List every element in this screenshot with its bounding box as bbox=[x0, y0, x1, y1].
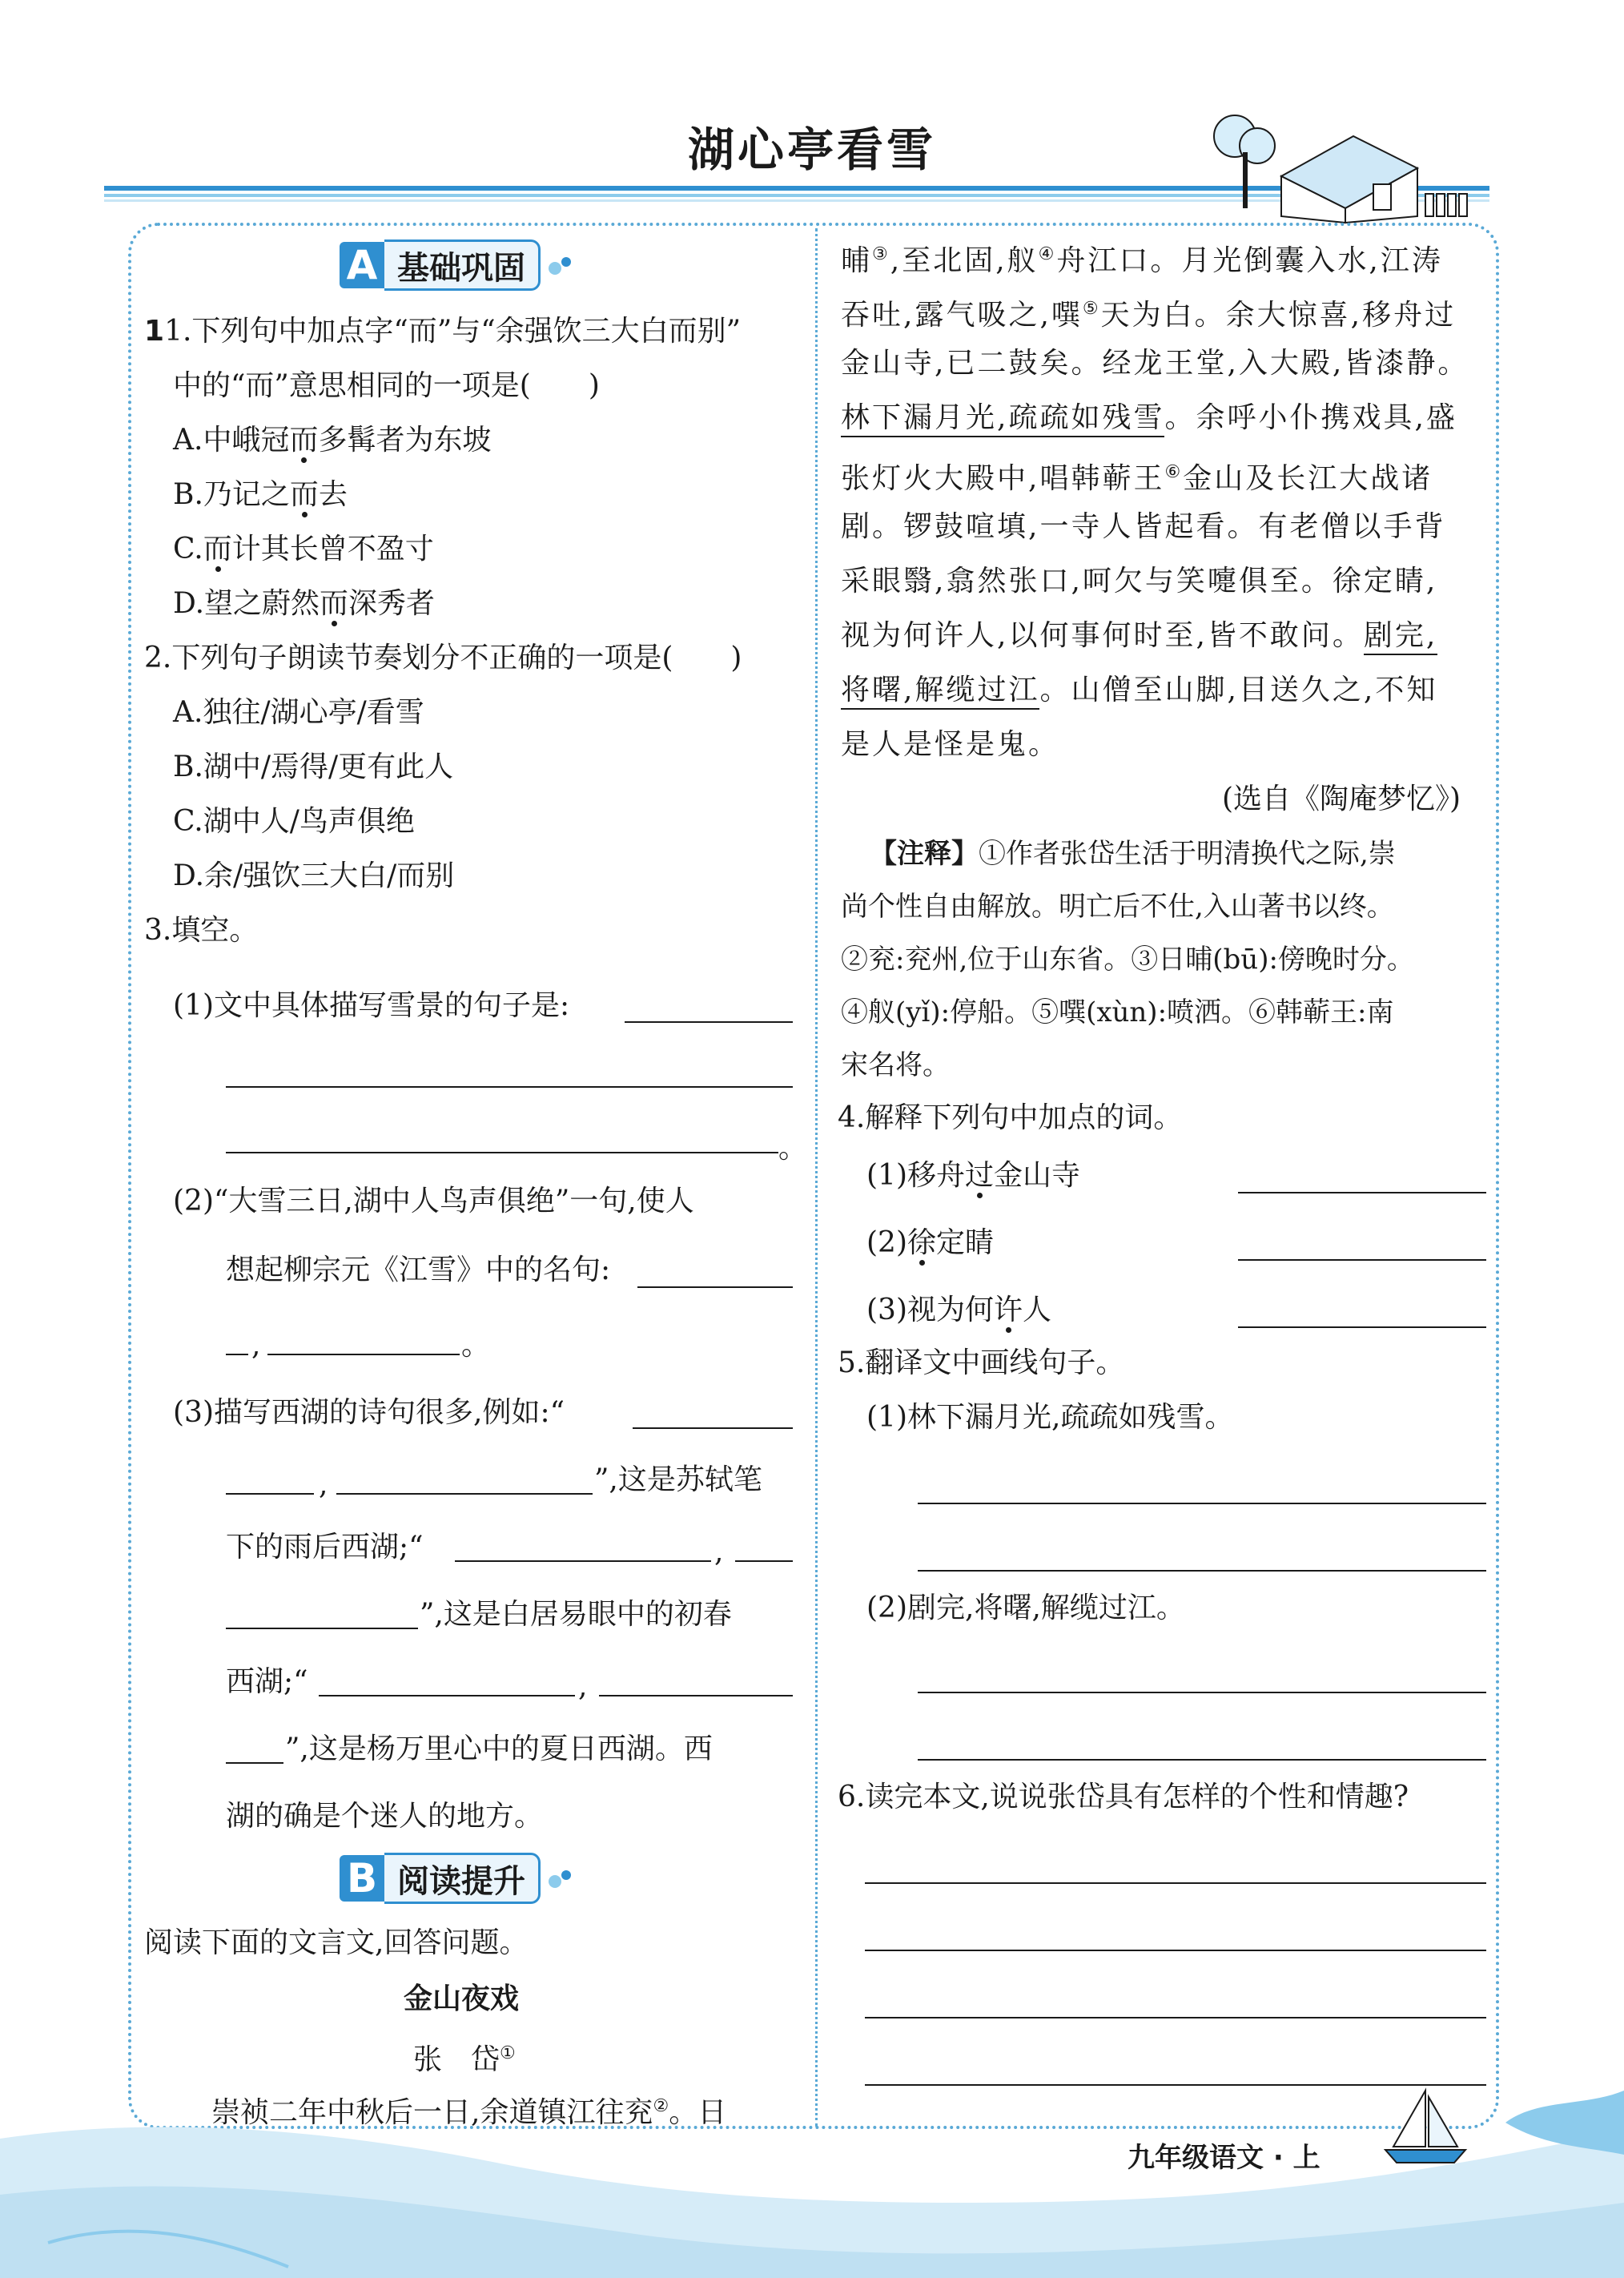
answer-line[interactable] bbox=[1238, 1326, 1486, 1328]
q3-part3-line5: 西湖;“ bbox=[226, 1665, 308, 1698]
answer-line[interactable] bbox=[1238, 1192, 1486, 1193]
q3-part3-line6: ”,这是杨万里心中的夏日西湖。西 bbox=[285, 1733, 713, 1765]
reading-intro: 阅读下面的文言文,回答问题。 bbox=[144, 1926, 529, 1959]
notes-line: 宋名将。 bbox=[841, 1049, 950, 1081]
passage-line: 剧。锣鼓喧填,一寺人皆起看。有老僧以手背 bbox=[841, 510, 1446, 543]
answer-line[interactable] bbox=[918, 1692, 1486, 1693]
q1-option-b: B.乃记之而去 bbox=[173, 478, 348, 511]
underlined-sentence-2b: 将曙,解缆过江 bbox=[841, 674, 1039, 710]
q2-option-c: C.湖中人/鸟声俱绝 bbox=[173, 805, 415, 838]
q5-item-1: (1)林下漏月光,疏疏如残雪。 bbox=[866, 1401, 1234, 1434]
passage-line: 将曙,解缆过江。山僧至山脚,目送久之,不知 bbox=[841, 663, 1437, 718]
sailboat-icon bbox=[1377, 2083, 1473, 2171]
answer-line[interactable] bbox=[1238, 1259, 1486, 1261]
underlined-sentence-1: 林下漏月光,疏疏如残雪 bbox=[841, 401, 1164, 437]
answer-line[interactable] bbox=[226, 1354, 248, 1355]
answer-line[interactable] bbox=[226, 1493, 314, 1495]
answer-line[interactable] bbox=[267, 1354, 460, 1355]
q2-stem: 2.下列句子朗读节奏划分不正确的一项是( ) bbox=[144, 642, 742, 674]
q4-stem: 4.解释下列句中加点的词。 bbox=[838, 1101, 1183, 1134]
q5-item-2: (2)剧完,将曙,解缆过江。 bbox=[866, 1592, 1185, 1624]
passage-title: 金山夜戏 bbox=[404, 1982, 520, 2015]
answer-line[interactable] bbox=[226, 1628, 418, 1629]
q3-part2-line1: (2)“大雪三日,湖中人鸟声俱绝”一句,使人 bbox=[173, 1185, 694, 1217]
q4-item-1: (1)移舟过金山寺 bbox=[866, 1159, 1081, 1192]
comma-mark: , bbox=[319, 1468, 328, 1501]
answer-line[interactable] bbox=[319, 1695, 575, 1696]
underlined-sentence-2a: 剧完, bbox=[1364, 619, 1437, 655]
section-a-badge: A bbox=[340, 242, 384, 288]
q3-part3-line1: (3)描写西湖的诗句很多,例如:“ bbox=[173, 1396, 565, 1429]
q3-part3-line7: 湖的确是个迷人的地方。 bbox=[226, 1800, 544, 1833]
page-footer: 九年级语文 · 上 bbox=[1128, 2142, 1321, 2174]
section-b-badge: B bbox=[340, 1855, 384, 1902]
passage-line: 视为何许人,以何事何时至,皆不敢问。剧完, bbox=[841, 609, 1437, 663]
answer-line[interactable] bbox=[226, 1762, 283, 1764]
q6-stem: 6.读完本文,说说张岱具有怎样的个性和情趣? bbox=[838, 1781, 1409, 1813]
q1-stem-line1: 11.下列句中加点字“而”与“余强饮三大白而别” bbox=[144, 315, 742, 348]
q3-part3-line2: ”,这是苏轼笔 bbox=[594, 1463, 762, 1496]
passage-line: 采眼翳,翕然张口,呵欠与笑嚏俱至。徐定睛, bbox=[841, 565, 1438, 598]
q3-part3-line4: ”,这是白居易眼中的初春 bbox=[420, 1598, 732, 1631]
q5-stem: 5.翻译文中画线句子。 bbox=[838, 1346, 1125, 1379]
section-a-header bbox=[340, 239, 577, 292]
passage-line: 金山寺,已二鼓矣。经龙王堂,入大殿,皆漆静。 bbox=[841, 347, 1469, 380]
q4-item-2: (2)徐定睛 bbox=[866, 1226, 995, 1259]
q1-option-c: C.而计其长曾不盈寸 bbox=[173, 533, 434, 565]
answer-line[interactable] bbox=[918, 1503, 1486, 1504]
notes-line: 【注释】①作者张岱生活于明清换代之际,崇 bbox=[870, 838, 1396, 870]
answer-line[interactable] bbox=[226, 1152, 778, 1153]
answer-line[interactable] bbox=[226, 1086, 793, 1088]
q3-part2-line2: 想起柳宗元《江雪》中的名句: bbox=[226, 1254, 611, 1286]
q1-option-a: A.中峨冠而多髯者为东坡 bbox=[173, 424, 492, 457]
period-mark: 。 bbox=[461, 1329, 491, 1362]
answer-line[interactable] bbox=[918, 1759, 1486, 1761]
section-b-header bbox=[340, 1852, 577, 1905]
section-a-label: 基础巩固 bbox=[384, 239, 541, 291]
notes-line: ④舣(yǐ):停船。⑤噀(xùn):喷洒。⑥韩蕲王:南 bbox=[841, 996, 1394, 1028]
passage-line: 崇祯二年中秋后一日,余道镇江往兖②。日 bbox=[211, 2096, 727, 2129]
passage-author: 张 岱① bbox=[413, 2043, 516, 2076]
answer-line[interactable] bbox=[633, 1427, 793, 1429]
answer-line[interactable] bbox=[625, 1021, 793, 1023]
passage-line: 是人是怪是鬼。 bbox=[841, 728, 1060, 761]
answer-line[interactable] bbox=[455, 1560, 711, 1562]
decoration-icon bbox=[544, 249, 577, 281]
q3-part3-line3: 下的雨后西湖;“ bbox=[226, 1531, 424, 1564]
answer-line[interactable] bbox=[865, 1882, 1486, 1884]
passage-source: (选自《陶庵梦忆》) bbox=[1222, 783, 1461, 815]
decoration-icon bbox=[544, 1862, 577, 1894]
page-title: 湖心亭看雪 bbox=[687, 123, 936, 177]
answer-line[interactable] bbox=[865, 1950, 1486, 1951]
passage-line: 晡③,至北固,舣④舟江口。月光倒囊入水,江涛 bbox=[841, 244, 1443, 277]
answer-line[interactable] bbox=[865, 2017, 1486, 2018]
q3-stem: 3.填空。 bbox=[144, 914, 259, 947]
answer-line[interactable] bbox=[336, 1493, 593, 1495]
comma-mark: , bbox=[251, 1329, 261, 1362]
q2-option-a: A.独往/湖心亭/看雪 bbox=[173, 696, 424, 729]
answer-line[interactable] bbox=[735, 1560, 793, 1562]
comma-mark: , bbox=[578, 1670, 588, 1703]
answer-line[interactable] bbox=[637, 1286, 793, 1288]
q3-part1: (1)文中具体描写雪景的句子是: bbox=[173, 989, 570, 1022]
period-mark: 。 bbox=[778, 1132, 808, 1165]
notes-line: 尚个性自由解放。明亡后不仕,入山著书以终。 bbox=[841, 891, 1394, 923]
q1-stem-line2: 中的“而”意思相同的一项是( ) bbox=[173, 369, 600, 402]
passage-line: 张灯火大殿中,唱韩蕲王⑥金山及长江大战诸 bbox=[841, 462, 1433, 495]
passage-line: 吞吐,露气吸之,噀⑤天为白。余大惊喜,移舟过 bbox=[841, 299, 1457, 332]
q2-option-d: D.余/强饮三大白/而别 bbox=[173, 859, 455, 892]
q1-option-d: D.望之蔚然而深秀者 bbox=[173, 587, 436, 620]
answer-line[interactable] bbox=[918, 1570, 1486, 1572]
answer-line[interactable] bbox=[599, 1695, 793, 1696]
notes-line: ②兖:兖州,位于山东省。③日晡(bū):傍晚时分。 bbox=[841, 944, 1414, 976]
passage-line: 林下漏月光,疏疏如残雪。余呼小仆携戏具,盛 bbox=[841, 391, 1457, 445]
q4-item-3: (3)视为何许人 bbox=[866, 1294, 1052, 1326]
column-divider bbox=[815, 228, 818, 2127]
comma-mark: , bbox=[714, 1535, 724, 1568]
q2-option-b: B.湖中/焉得/更有此人 bbox=[173, 751, 454, 783]
section-b-label: 阅读提升 bbox=[384, 1853, 541, 1904]
house-tree-illustration bbox=[1201, 104, 1489, 224]
